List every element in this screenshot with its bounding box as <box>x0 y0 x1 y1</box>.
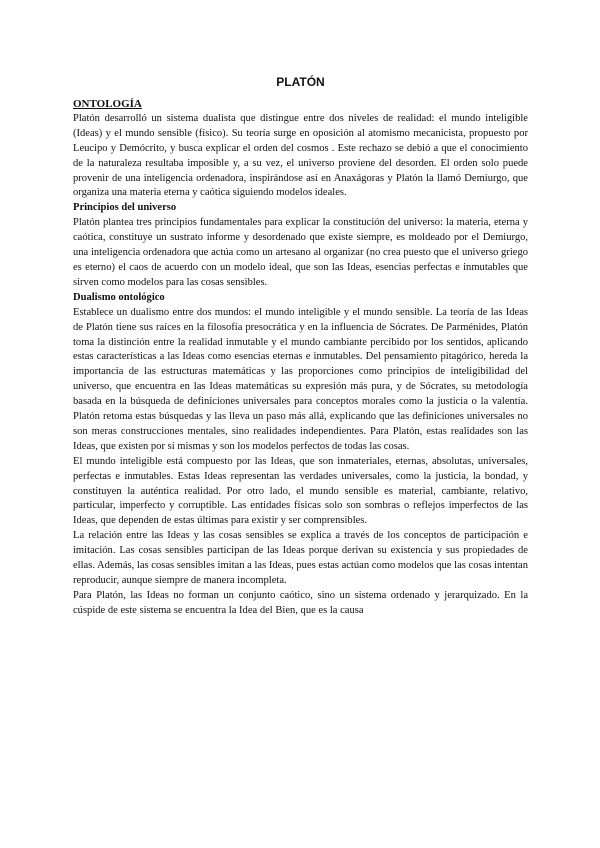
document-page <box>73 70 528 619</box>
page-title: PLATÓN <box>276 75 325 89</box>
subheading-principios: Principios del universo <box>73 202 177 214</box>
section-heading-ontologia: ONTOLOGÍA <box>73 98 142 110</box>
intro-paragraph: Platón desarrolló un sistema dualista que distingue entre dos niveles de realidad: el mundo inteligible (Ideas) y el mundo sensible (físico). Su teoría surge en oposición al atomismo mecanicista, propuesto por Leucipo y Demócrito, y busca explicar el orden del cosmos . Este rechazo se debió a que el conocimiento de la naturaleza resultaba imposible y, a su vez, el universo proviene del desorden. El orden solo puede provenir de una inteligencia ordenadora, inspirándose así en Anaxágoras y Platón la llamó Demiurgo, que organiza una materia eterna y caótica siguiendo modelos ideales. <box>73 112 528 199</box>
subheading-dualismo: Dualismo ontológico <box>73 291 165 303</box>
dualism-paragraph-3: La relación entre las Ideas y las cosas sensibles se explica a través de los conceptos de participación e imitación. Las cosas sensibles participan de las Ideas porque derivan su existencia y sus propiedades de ellas. Además, las cosas sensibles imitan a las Ideas, pues estas actúan como modelos que las cosas intentan reproducir, aunque siempre de manera incompleta. <box>73 530 528 586</box>
principles-paragraph: Platón plantea tres principios fundamentales para explicar la constitución del universo: la materia, eterna y caótica, constituye un sustrato informe y desordenado que existe siempre, es moldeado por el Demiurgo, una inteligencia ordenadora que actúa como un artesano al organizar (no crea puesto que el universo griego es eterno) el caos de acuerdo con un modelo ideal, que son las Ideas, esencias perfectas e inmutables que sirven como modelos para las cosas sensibles. <box>73 217 528 288</box>
dualism-paragraph-4: Para Platón, las Ideas no forman un conjunto caótico, sino un sistema ordenado y jerarquizado. En la cúspide de este sistema se encuentra la Idea del Bien, que es la causa <box>73 589 528 616</box>
dualism-paragraph-2: El mundo inteligible está compuesto por las Ideas, que son inmateriales, eternas, absolutas, universales, perfectas e inmutables. Estas Ideas representan las verdades universales, como la justicia, la bondad, y constituyen la auténtica realidad. Por otro lado, el mundo sensible es material, cambiante, relativo, particular, imperfecto y corruptible. Las entidades físicas solo son sombras o reflejos imperfectos de las Ideas, que dependen de estas últimas para existir y ser comprensibles. <box>73 455 528 527</box>
dualism-paragraph-1: Establece un dualismo entre dos mundos: el mundo inteligible y el mundo sensible. La teoría de las Ideas de Platón tiene sus raíces en la filosofía presocrática y en la influencia de Sócrates. De Parménides, Platón toma la distinción entre la realidad inmutable y el mundo cambiante percibido por los sentidos, aplicando estas características a las Ideas como esencias eternas e inmutables. Del pensamiento pitagórico, hereda la importancia de las estructuras matemáticas y las proporciones como principios de inteligibilidad del universo, que encuentra en las Ideas matemáticas su expresión más pura, y de Sócrates, su metodología basada en la búsqueda de definiciones universales para conceptos morales como la justicia o la valentía. Platón retoma estas búsquedas y las lleva un paso más allá, explicando que las definiciones universales no son meras construcciones mentales, sino realidades independientes. Para Platón, estas realidades son las Ideas, que existen por sí mismas y son los modelos perfectos de todas las cosas. <box>73 306 528 452</box>
